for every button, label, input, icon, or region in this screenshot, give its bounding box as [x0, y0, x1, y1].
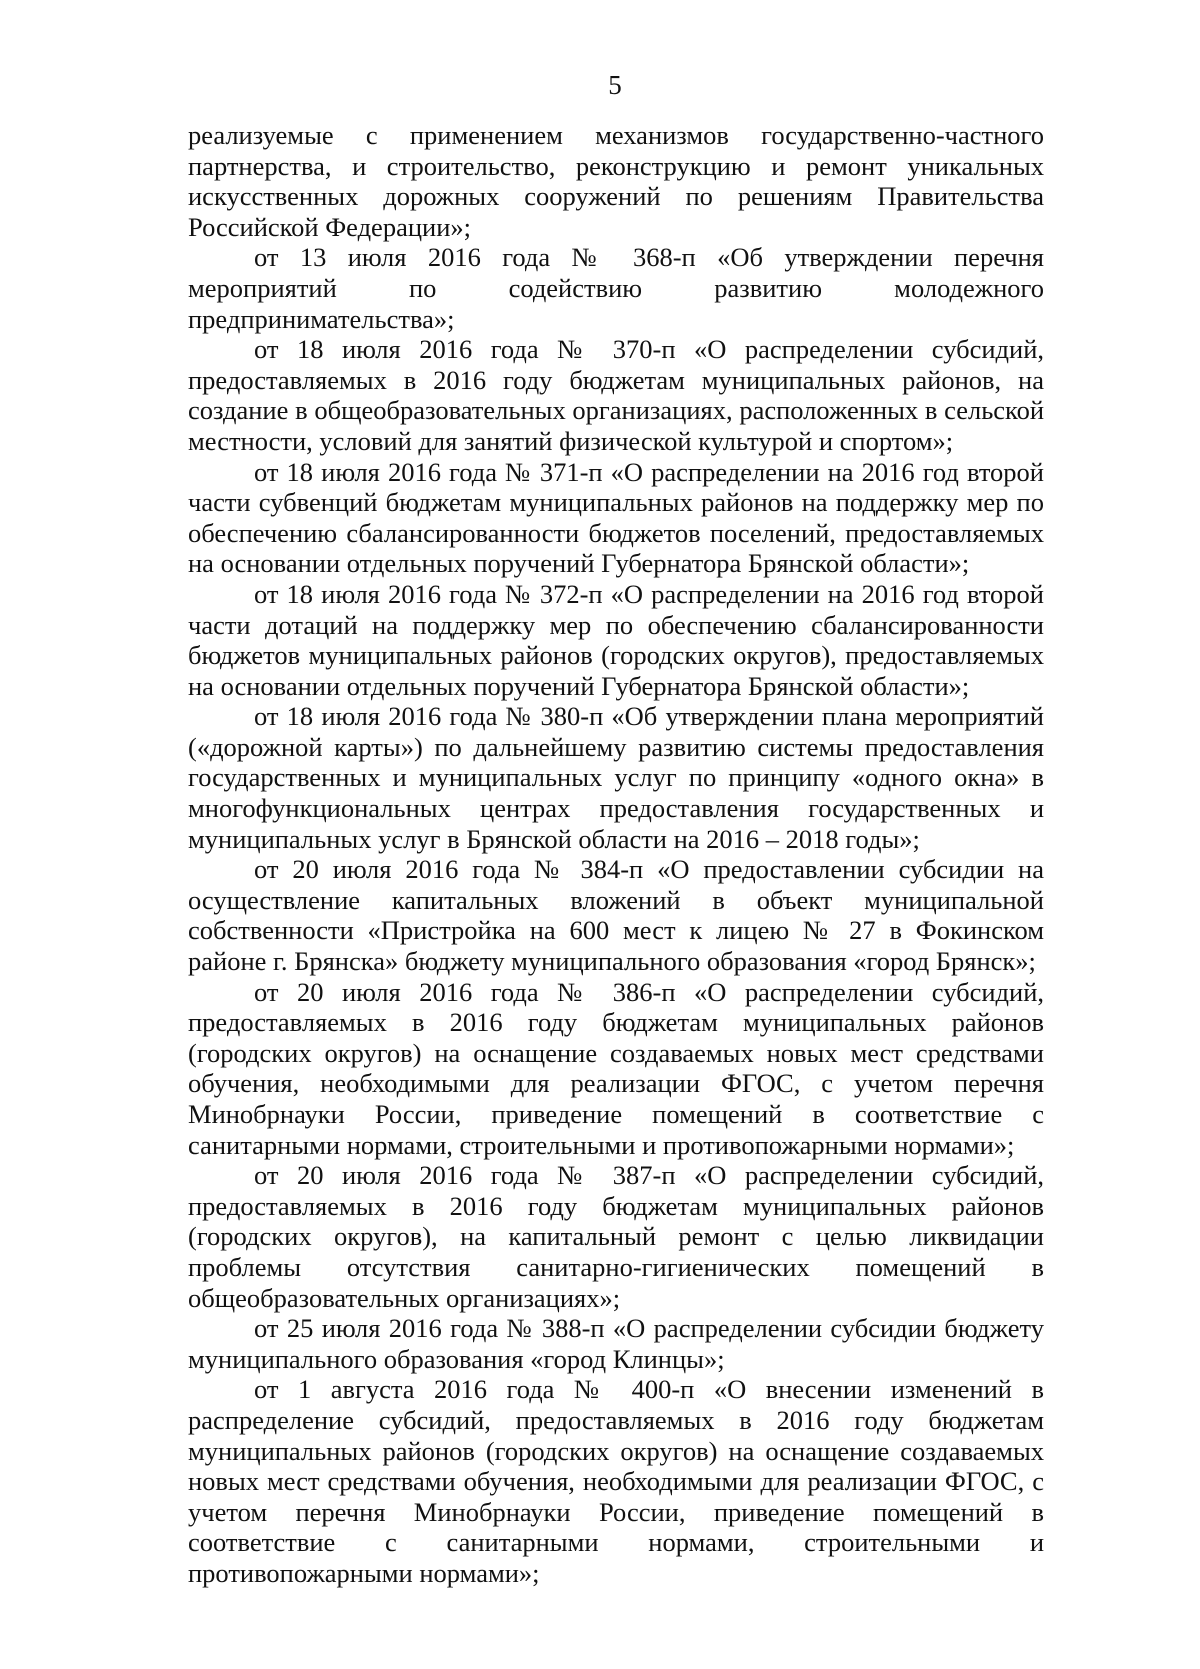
page-number: 5 — [608, 70, 622, 100]
paragraph-continuation: реализуемые с применением механизмов государственно-частного партнерства, и строительство, реконструкцию и ремонт уникальных искусственных дорожных сооружений по решениям Правительства Российской Федерации»; — [188, 120, 1044, 242]
paragraph-decree-380: от 18 июля 2016 года № 380-п «Об утверждении плана мероприятий («дорожной карты») по дальнейшему развитию системы предоставления государственных и муниципальных услуг по принципу «одного окна» в многофункциональных центрах предоставления государственных и муниципальных услуг в Брянской области на 2016 – 2018 годы»; — [188, 701, 1044, 854]
paragraph-decree-400: от 1 августа 2016 года № 400-п «О внесении изменений в распределение субсидий, предоставляемых в 2016 году бюджетам муниципальных районов (городских округов) на оснащение создаваемых новых мест средствами обучения, необходимыми для реализации ФГОС, с учетом перечня Минобрнауки России, приведение помещений в соответствие с санитарными нормами, строительными и противопожарными нормами»; — [188, 1374, 1044, 1588]
paragraph-decree-368: от 13 июля 2016 года № 368-п «Об утверждении перечня мероприятий по содействию развитию молодежного предпринимательства»; — [188, 242, 1044, 334]
paragraph-decree-386: от 20 июля 2016 года № 386-п «О распределении субсидий, предоставляемых в 2016 году бюджетам муниципальных районов (городских округов) на оснащение создаваемых новых мест средствами обучения, необходимыми для реализации ФГОС, с учетом перечня Минобрнауки России, приведение помещений в соответствие с санитарными нормами, строительными и противопожарными нормами»; — [188, 976, 1044, 1160]
paragraph-decree-370: от 18 июля 2016 года № 370-п «О распределении субсидий, предоставляемых в 2016 году бюджетам муниципальных районов, на создание в общеобразовательных организациях, расположенных в сельской местности, условий для занятий физической культурой и спортом»; — [188, 334, 1044, 456]
paragraph-decree-387: от 20 июля 2016 года № 387-п «О распределении субсидий, предоставляемых в 2016 году бюджетам муниципальных районов (городских округов), на капитальный ремонт с целью ликвидации проблемы отсутствия санитарно-гигиенических помещений в общеобразовательных организациях»; — [188, 1160, 1044, 1313]
document-body — [188, 120, 1044, 1589]
paragraph-decree-388: от 25 июля 2016 года № 388-п «О распределении субсидии бюджету муниципального образования «город Клинцы»; — [188, 1313, 1044, 1374]
paragraph-decree-384: от 20 июля 2016 года № 384-п «О предоставлении субсидии на осуществление капитальных вложений в объект муниципальной собственности «Пристройка на 600 мест к лицею № 27 в Фокинском районе г. Брянска» бюджету муниципального образования «город Брянск»; — [188, 854, 1044, 977]
paragraph-decree-371: от 18 июля 2016 года № 371-п «О распределении на 2016 год второй части субвенций бюджетам муниципальных районов на поддержку мер по обеспечению сбалансированности бюджетов поселений, предоставляемых на основании отдельных поручений Губернатора Брянской области»; — [188, 456, 1044, 579]
paragraph-decree-372: от 18 июля 2016 года № 372-п «О распределении на 2016 год второй части дотаций на поддержку мер по обеспечению сбалансированности бюджетов муниципальных районов (городских округов), предоставляемых на основании отдельных поручений Губернатора Брянской области»; — [188, 578, 1044, 701]
